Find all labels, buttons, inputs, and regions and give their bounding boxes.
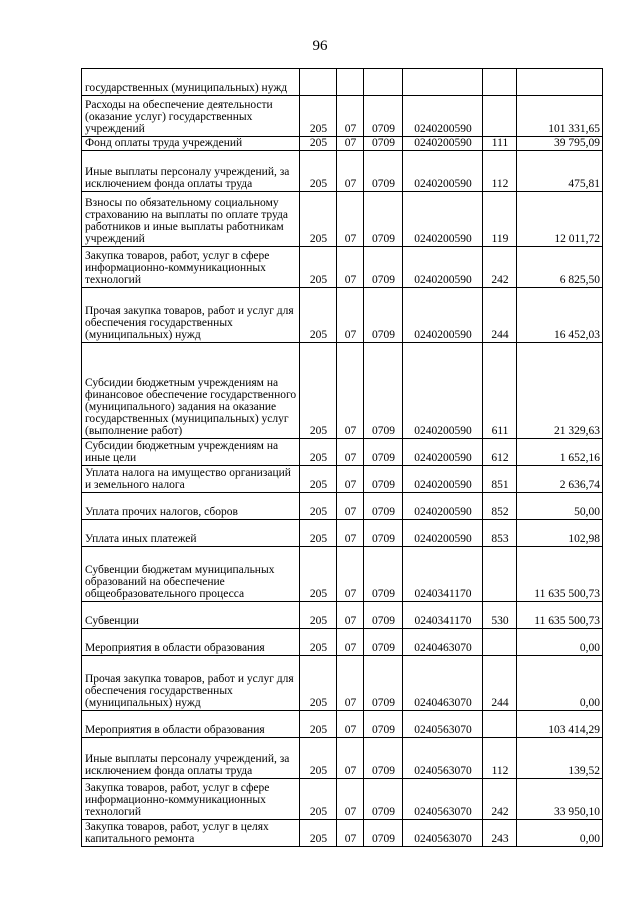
table-row <box>82 629 603 656</box>
grbs-code-cell: 205 <box>300 547 337 602</box>
item-name-cell: Закупка товаров, работ, услуг в сфере информационно-коммуникационных технологий <box>82 247 300 288</box>
section-code-cell: 07 <box>337 96 364 137</box>
table-row <box>82 493 603 520</box>
target-item-code-cell: 0240341170 <box>403 547 483 602</box>
grbs-code-cell: 205 <box>300 602 337 629</box>
amount-cell: 39 795,09 <box>517 137 603 151</box>
grbs-code-cell: 205 <box>300 151 337 192</box>
expense-type-code-cell <box>483 711 517 738</box>
item-name-cell: Закупка товаров, работ, услуг в сфере информационно-коммуникационных технологий <box>82 779 300 820</box>
section-code-cell: 07 <box>337 151 364 192</box>
subsection-code-cell: 0709 <box>364 439 403 466</box>
section-code-cell: 07 <box>337 547 364 602</box>
section-code-cell <box>337 69 364 96</box>
section-code-cell: 07 <box>337 738 364 779</box>
item-name-cell: Прочая закупка товаров, работ и услуг для обеспечения государственных (муниципальных) нужд <box>82 288 300 343</box>
subsection-code-cell: 0709 <box>364 493 403 520</box>
amount-cell: 139,52 <box>517 738 603 779</box>
expense-type-code-cell: 852 <box>483 493 517 520</box>
table-row <box>82 151 603 192</box>
section-code-cell: 07 <box>337 439 364 466</box>
item-name-cell: Иные выплаты персоналу учреждений, за исключением фонда оплаты труда <box>82 151 300 192</box>
item-name-cell: Субсидии бюджетным учреждениям на иные цели <box>82 439 300 466</box>
expense-type-code-cell: 244 <box>483 656 517 711</box>
subsection-code-cell: 0709 <box>364 520 403 547</box>
expense-type-code-cell: 612 <box>483 439 517 466</box>
item-name-cell: Субсидии бюджетным учреждениям на финансовое обеспечение государственного (муниципального) задания на оказание государственных (муниципальных) услуг (выполнение работ) <box>82 343 300 439</box>
table-row <box>82 738 603 779</box>
item-name-cell: Уплата налога на имущество организаций и земельного налога <box>82 466 300 493</box>
target-item-code-cell: 0240200590 <box>403 439 483 466</box>
table-row <box>82 466 603 493</box>
expense-type-code-cell: 119 <box>483 192 517 247</box>
subsection-code-cell: 0709 <box>364 192 403 247</box>
amount-cell: 0,00 <box>517 656 603 711</box>
subsection-code-cell: 0709 <box>364 137 403 151</box>
target-item-code-cell: 0240200590 <box>403 466 483 493</box>
expense-type-code-cell <box>483 96 517 137</box>
table-row <box>82 520 603 547</box>
grbs-code-cell: 205 <box>300 466 337 493</box>
section-code-cell: 07 <box>337 711 364 738</box>
table-row <box>82 711 603 738</box>
expense-type-code-cell: 530 <box>483 602 517 629</box>
section-code-cell: 07 <box>337 520 364 547</box>
expense-type-code-cell: 242 <box>483 247 517 288</box>
target-item-code-cell: 0240463070 <box>403 656 483 711</box>
table-row <box>82 656 603 711</box>
target-item-code-cell: 0240341170 <box>403 602 483 629</box>
amount-cell: 1 652,16 <box>517 439 603 466</box>
subsection-code-cell: 0709 <box>364 343 403 439</box>
item-name-cell: Мероприятия в области образования <box>82 711 300 738</box>
grbs-code-cell: 205 <box>300 711 337 738</box>
amount-cell: 11 635 500,73 <box>517 547 603 602</box>
amount-cell: 16 452,03 <box>517 288 603 343</box>
expense-type-code-cell: 112 <box>483 738 517 779</box>
item-name-cell: Расходы на обеспечение деятельности (оказание услуг) государственных учреждений <box>82 96 300 137</box>
item-name-cell: Фонд оплаты труда учреждений <box>82 137 300 151</box>
table-row <box>82 69 603 96</box>
amount-cell: 21 329,63 <box>517 343 603 439</box>
section-code-cell: 07 <box>337 820 364 847</box>
subsection-code-cell: 0709 <box>364 466 403 493</box>
amount-cell: 102,98 <box>517 520 603 547</box>
item-name-cell: Уплата прочих налогов, сборов <box>82 493 300 520</box>
subsection-code-cell: 0709 <box>364 288 403 343</box>
table-row <box>82 547 603 602</box>
table-row <box>82 247 603 288</box>
budget-table-body <box>82 69 603 847</box>
item-name-cell: Уплата иных платежей <box>82 520 300 547</box>
grbs-code-cell <box>300 69 337 96</box>
subsection-code-cell: 0709 <box>364 547 403 602</box>
table-row <box>82 96 603 137</box>
target-item-code-cell: 0240563070 <box>403 738 483 779</box>
grbs-code-cell: 205 <box>300 192 337 247</box>
expense-type-code-cell <box>483 547 517 602</box>
expense-type-code-cell: 851 <box>483 466 517 493</box>
grbs-code-cell: 205 <box>300 493 337 520</box>
table-row <box>82 288 603 343</box>
amount-cell <box>517 69 603 96</box>
grbs-code-cell: 205 <box>300 343 337 439</box>
table-row <box>82 820 603 847</box>
grbs-code-cell: 205 <box>300 738 337 779</box>
table-row <box>82 343 603 439</box>
amount-cell: 6 825,50 <box>517 247 603 288</box>
grbs-code-cell: 205 <box>300 629 337 656</box>
expense-type-code-cell: 244 <box>483 288 517 343</box>
expense-type-code-cell: 111 <box>483 137 517 151</box>
target-item-code-cell: 0240463070 <box>403 629 483 656</box>
expense-type-code-cell: 242 <box>483 779 517 820</box>
grbs-code-cell: 205 <box>300 656 337 711</box>
target-item-code-cell: 0240200590 <box>403 96 483 137</box>
item-name-cell: Субвенции бюджетам муниципальных образований на обеспечение общеобразовательного процесса <box>82 547 300 602</box>
amount-cell: 2 636,74 <box>517 466 603 493</box>
grbs-code-cell: 205 <box>300 520 337 547</box>
table-row <box>82 137 603 151</box>
item-name-cell: Иные выплаты персоналу учреждений, за исключением фонда оплаты труда <box>82 738 300 779</box>
target-item-code-cell: 0240563070 <box>403 779 483 820</box>
section-code-cell: 07 <box>337 779 364 820</box>
item-name-cell: Мероприятия в области образования <box>82 629 300 656</box>
subsection-code-cell: 0709 <box>364 738 403 779</box>
target-item-code-cell: 0240200590 <box>403 247 483 288</box>
expense-type-code-cell: 611 <box>483 343 517 439</box>
subsection-code-cell: 0709 <box>364 151 403 192</box>
amount-cell: 11 635 500,73 <box>517 602 603 629</box>
subsection-code-cell: 0709 <box>364 779 403 820</box>
table-row <box>82 602 603 629</box>
amount-cell: 50,00 <box>517 493 603 520</box>
item-name-cell: Закупка товаров, работ, услуг в целях капитального ремонта <box>82 820 300 847</box>
target-item-code-cell: 0240200590 <box>403 151 483 192</box>
target-item-code-cell: 0240200590 <box>403 288 483 343</box>
target-item-code-cell <box>403 69 483 96</box>
subsection-code-cell: 0709 <box>364 629 403 656</box>
expense-type-code-cell: 243 <box>483 820 517 847</box>
section-code-cell: 07 <box>337 137 364 151</box>
subsection-code-cell: 0709 <box>364 247 403 288</box>
amount-cell: 33 950,10 <box>517 779 603 820</box>
grbs-code-cell: 205 <box>300 820 337 847</box>
subsection-code-cell: 0709 <box>364 96 403 137</box>
table-row <box>82 192 603 247</box>
section-code-cell: 07 <box>337 247 364 288</box>
target-item-code-cell: 0240200590 <box>403 493 483 520</box>
section-code-cell: 07 <box>337 466 364 493</box>
subsection-code-cell <box>364 69 403 96</box>
grbs-code-cell: 205 <box>300 288 337 343</box>
amount-cell: 12 011,72 <box>517 192 603 247</box>
target-item-code-cell: 0240200590 <box>403 192 483 247</box>
grbs-code-cell: 205 <box>300 247 337 288</box>
grbs-code-cell: 205 <box>300 96 337 137</box>
target-item-code-cell: 0240563070 <box>403 711 483 738</box>
target-item-code-cell: 0240200590 <box>403 343 483 439</box>
grbs-code-cell: 205 <box>300 439 337 466</box>
table-row <box>82 779 603 820</box>
target-item-code-cell: 0240200590 <box>403 137 483 151</box>
page-number: 96 <box>312 38 328 54</box>
item-name-cell: Прочая закупка товаров, работ и услуг для обеспечения государственных (муниципальных) нужд <box>82 656 300 711</box>
amount-cell: 101 331,65 <box>517 96 603 137</box>
subsection-code-cell: 0709 <box>364 820 403 847</box>
item-name-cell: Взносы по обязательному социальному страхованию на выплаты по оплате труда работников и иные выплаты работникам учреждений <box>82 192 300 247</box>
grbs-code-cell: 205 <box>300 779 337 820</box>
target-item-code-cell: 0240563070 <box>403 820 483 847</box>
subsection-code-cell: 0709 <box>364 602 403 629</box>
target-item-code-cell: 0240200590 <box>403 520 483 547</box>
section-code-cell: 07 <box>337 602 364 629</box>
item-name-cell: государственных (муниципальных) нужд <box>82 69 300 96</box>
expense-type-code-cell: 112 <box>483 151 517 192</box>
section-code-cell: 07 <box>337 493 364 520</box>
grbs-code-cell: 205 <box>300 137 337 151</box>
section-code-cell: 07 <box>337 192 364 247</box>
amount-cell: 0,00 <box>517 629 603 656</box>
subsection-code-cell: 0709 <box>364 656 403 711</box>
section-code-cell: 07 <box>337 288 364 343</box>
section-code-cell: 07 <box>337 656 364 711</box>
section-code-cell: 07 <box>337 343 364 439</box>
expense-type-code-cell: 853 <box>483 520 517 547</box>
amount-cell: 103 414,29 <box>517 711 603 738</box>
section-code-cell: 07 <box>337 629 364 656</box>
expense-type-code-cell <box>483 629 517 656</box>
subsection-code-cell: 0709 <box>364 711 403 738</box>
expense-type-code-cell <box>483 69 517 96</box>
item-name-cell: Субвенции <box>82 602 300 629</box>
table-row <box>82 439 603 466</box>
amount-cell: 0,00 <box>517 820 603 847</box>
amount-cell: 475,81 <box>517 151 603 192</box>
budget-table <box>81 68 603 847</box>
